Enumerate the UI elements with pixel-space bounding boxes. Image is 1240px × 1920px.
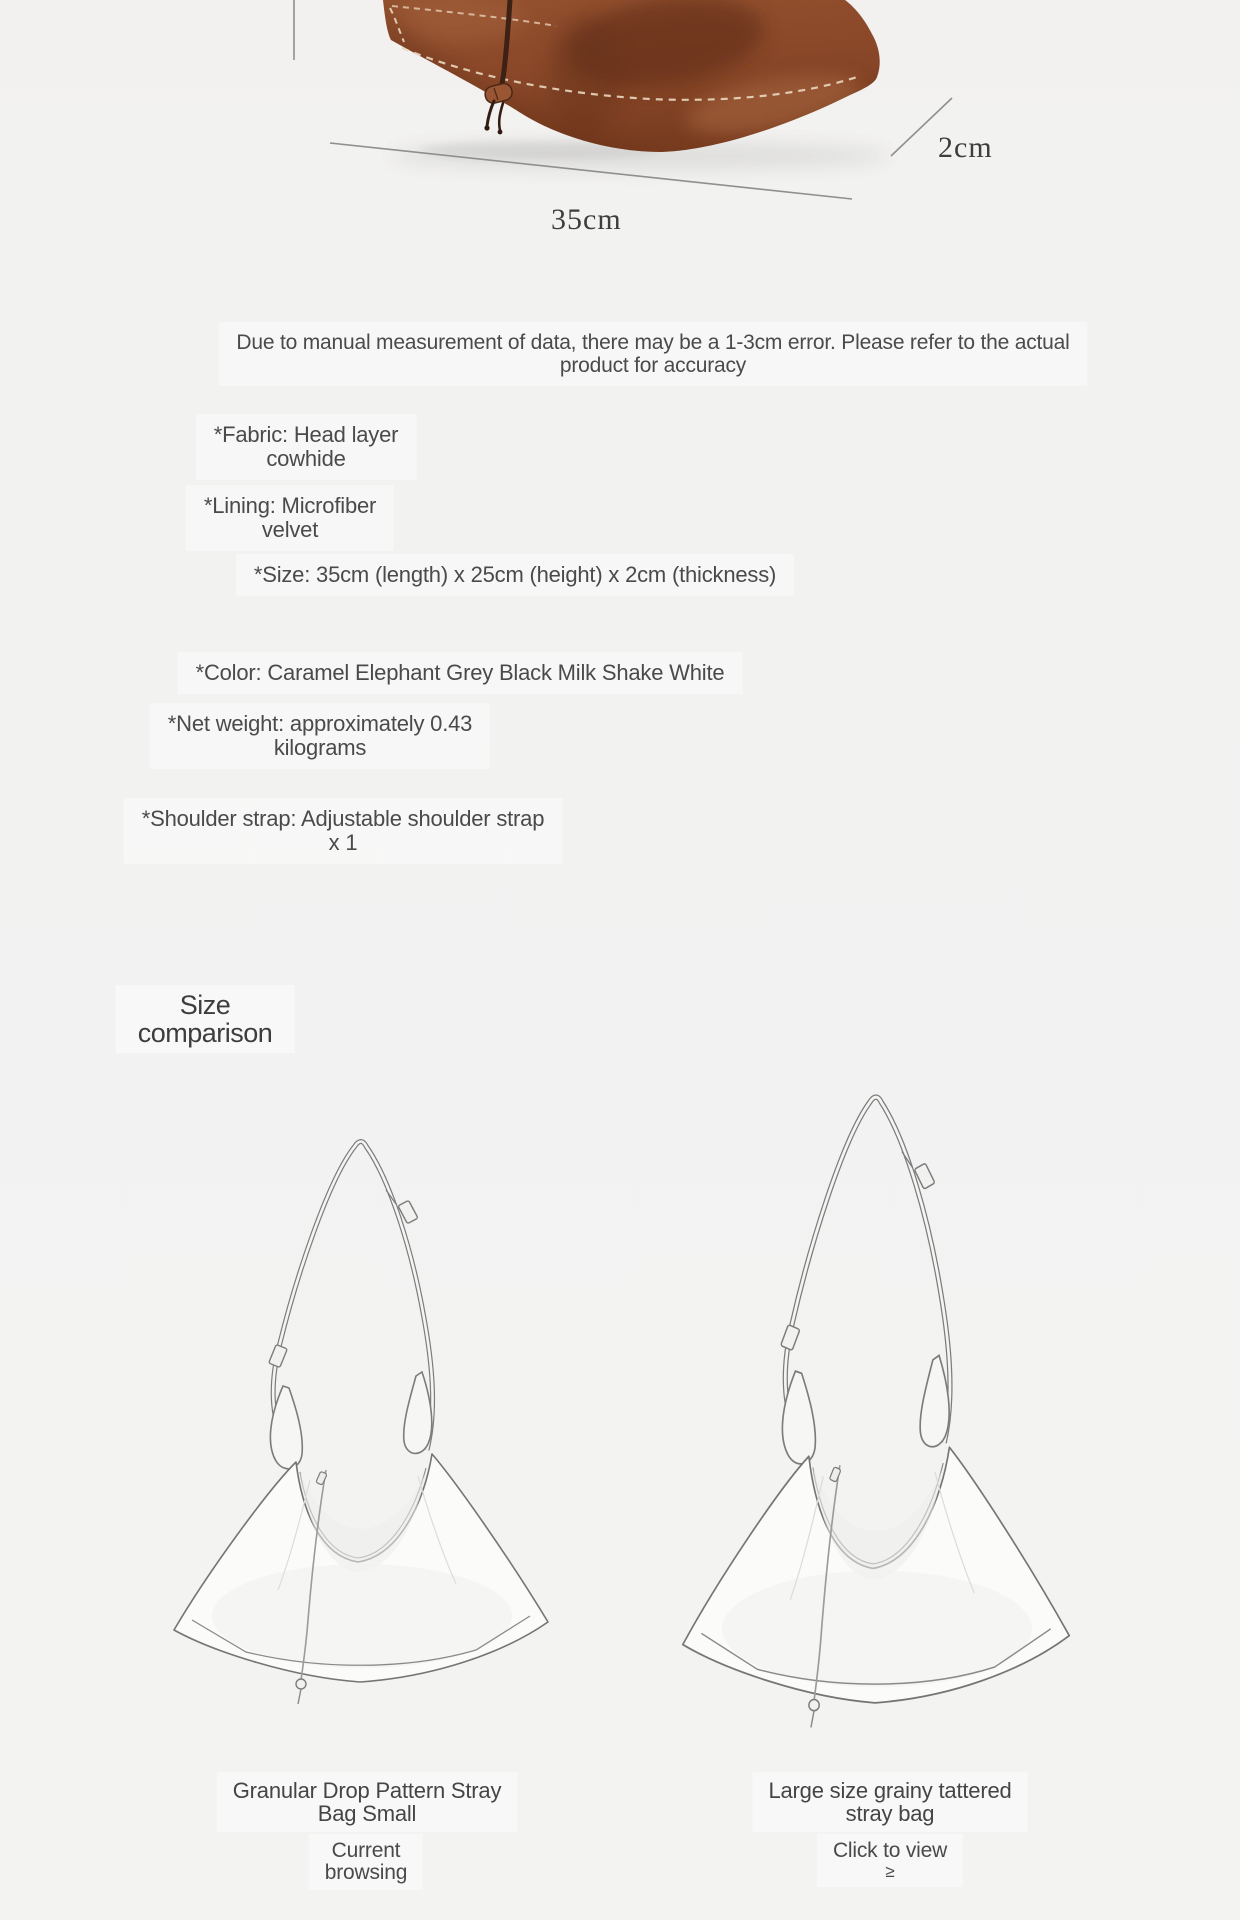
spec-lining-line1: *Lining: Microfiber xyxy=(203,493,377,518)
greater-equal-arrow-icon[interactable]: ≥ xyxy=(885,1862,895,1881)
spec-net-weight-line1: *Net weight: approximately 0.43 xyxy=(167,711,473,736)
current-browsing-badge xyxy=(309,1834,423,1890)
size-comparison-heading-line2: comparison xyxy=(137,1018,273,1048)
size-comparison-heading-line1: Size xyxy=(179,990,231,1020)
measurement-disclaimer xyxy=(218,322,1087,386)
thickness-measurement-label: 2cm xyxy=(938,131,993,164)
spec-shoulder-strap-line1: *Shoulder strap: Adjustable shoulder strap xyxy=(141,806,545,831)
disclaimer-line2: product for accuracy xyxy=(559,354,747,377)
spec-fabric xyxy=(196,414,417,480)
current-browsing-line1: Current xyxy=(331,1839,401,1862)
small-bag-name-line1: Granular Drop Pattern Stray xyxy=(232,1778,502,1803)
click-to-view-link[interactable] xyxy=(817,1834,963,1887)
spec-color xyxy=(178,652,743,694)
large-bag-name-line1: Large size grainy tattered xyxy=(768,1778,1012,1803)
spec-size-line1: *Size: 35cm (length) x 25cm (height) x 2cm (thickness) xyxy=(253,562,777,587)
large-bag-name[interactable] xyxy=(752,1772,1027,1832)
disclaimer-line1: Due to manual measurement of data, there may be a 1-3cm error. Please refer to the actual xyxy=(236,331,1070,354)
spec-fabric-line1: *Fabric: Head layer xyxy=(213,422,399,447)
spec-net-weight-line2: kilograms xyxy=(273,735,367,760)
spec-net-weight xyxy=(150,703,490,769)
spec-color-line1: *Color: Caramel Elephant Grey Black Milk Shake White xyxy=(195,660,725,685)
small-bag-name xyxy=(217,1772,518,1832)
size-comparison-heading xyxy=(116,985,295,1053)
spec-lining xyxy=(186,485,394,551)
small-bag-name-line2: Bag Small xyxy=(317,1801,417,1826)
click-to-view-label[interactable]: Click to view xyxy=(832,1839,948,1862)
length-measurement-label: 35cm xyxy=(551,203,622,236)
spec-fabric-line2: cowhide xyxy=(266,446,346,471)
spec-lining-line2: velvet xyxy=(261,517,319,542)
spec-size xyxy=(236,554,794,596)
bag-sketch-large[interactable] xyxy=(658,1082,1092,1732)
bag-sketch-small xyxy=(150,1128,570,1708)
spec-shoulder-strap-line2: x 1 xyxy=(328,830,358,855)
current-browsing-line2: browsing xyxy=(324,1861,408,1884)
large-bag-name-line2: stray bag xyxy=(845,1801,935,1826)
spec-shoulder-strap xyxy=(124,798,563,864)
